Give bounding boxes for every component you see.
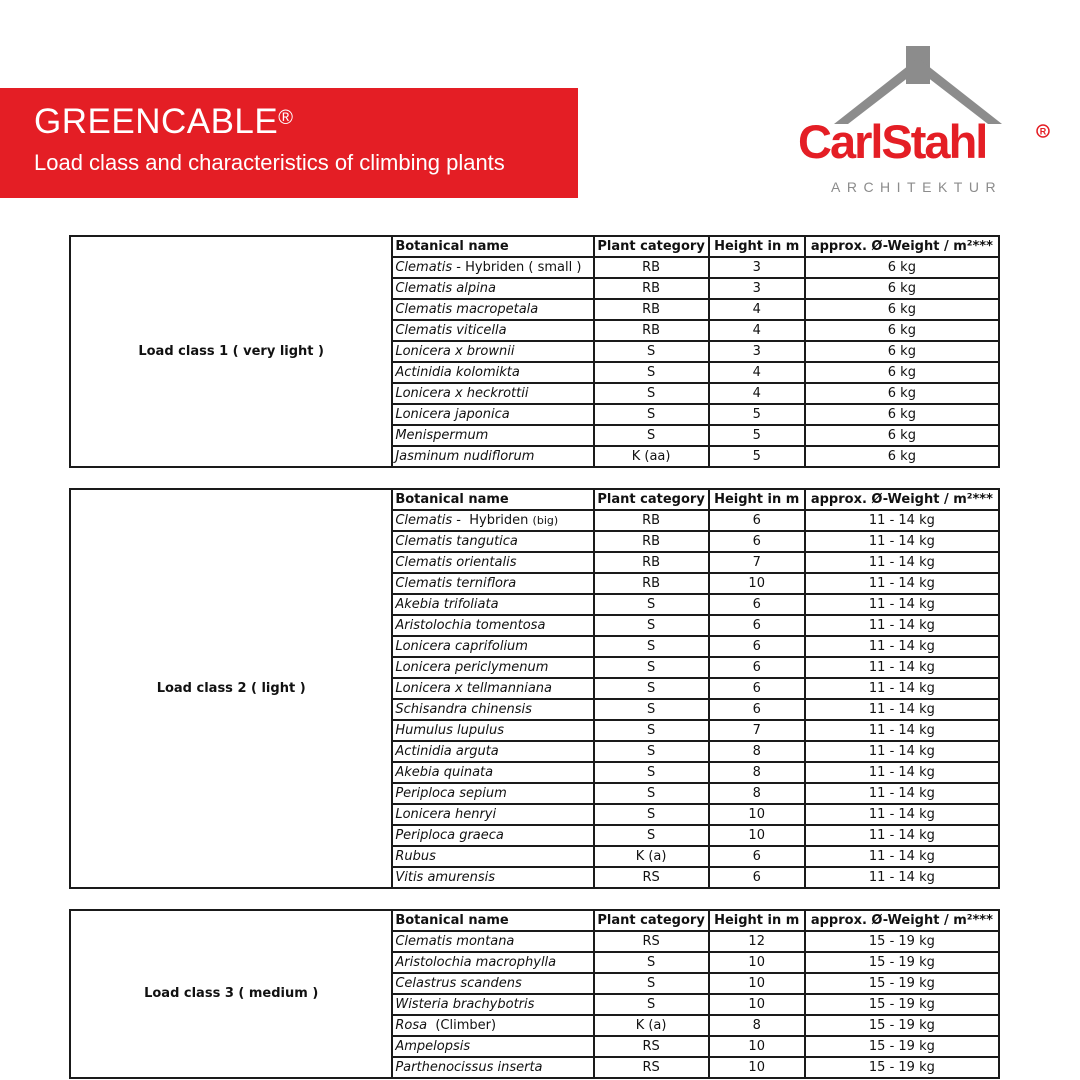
height-cell: 8	[709, 741, 805, 762]
height-cell: 6	[709, 699, 805, 720]
load-class-table	[69, 235, 1000, 468]
height-cell: 10	[709, 952, 805, 973]
table-header-row	[70, 489, 999, 510]
plant-category-cell: S	[594, 741, 709, 762]
weight-cell: 15 - 19 kg	[805, 1057, 999, 1078]
logo-brand: CarlStahl	[798, 115, 987, 168]
height-cell: 6	[709, 636, 805, 657]
height-cell: 6	[709, 846, 805, 867]
weight-cell: 6 kg	[805, 257, 999, 278]
botanical-name-cell	[392, 994, 593, 1015]
botanical-name: Lonicera x heckrottii	[395, 385, 529, 401]
botanical-name-cell	[392, 446, 593, 467]
height-cell: 6	[709, 678, 805, 699]
plant-category-cell: S	[594, 383, 709, 404]
weight-cell: 11 - 14 kg	[805, 699, 999, 720]
botanical-name: Lonicera periclymenum	[395, 659, 549, 675]
botanical-name-cell	[392, 257, 593, 278]
height-cell: 10	[709, 973, 805, 994]
height-header: Height in m	[709, 910, 805, 931]
botanical-name: Schisandra chinensis	[395, 701, 532, 717]
height-cell: 6	[709, 594, 805, 615]
plant-category-cell: S	[594, 657, 709, 678]
weight-cell: 6 kg	[805, 404, 999, 425]
plant-category-cell: S	[594, 973, 709, 994]
botanical-name-cell	[392, 867, 593, 888]
page-subtitle: Load class and characteristics of climbing plants	[34, 150, 505, 175]
weight-cell: 15 - 19 kg	[805, 931, 999, 952]
botanical-name: Lonicera x tellmanniana	[395, 680, 553, 696]
weight-cell: 15 - 19 kg	[805, 973, 999, 994]
botanical-name: Lonicera x brownii	[395, 343, 515, 359]
weight-cell: 11 - 14 kg	[805, 657, 999, 678]
plant-category-cell: S	[594, 636, 709, 657]
page-title: GREENCABLE®	[34, 102, 294, 141]
weight-cell: 11 - 14 kg	[805, 783, 999, 804]
height-cell: 6	[709, 615, 805, 636]
plant-category-cell: S	[594, 678, 709, 699]
botanical-name-cell	[392, 1036, 593, 1057]
botanical-name: Clematis montana	[395, 933, 515, 949]
weight-cell: 15 - 19 kg	[805, 1036, 999, 1057]
weight-cell: 11 - 14 kg	[805, 636, 999, 657]
table-header-row	[70, 910, 999, 931]
botanical-name-cell	[392, 741, 593, 762]
botanical-name-cell	[392, 952, 593, 973]
botanical-name: Periploca graeca	[395, 827, 504, 843]
botanical-name: Clematis terniflora	[395, 575, 517, 591]
height-cell: 4	[709, 320, 805, 341]
weight-cell: 11 - 14 kg	[805, 615, 999, 636]
botanical-name: Jasminum nudiflorum	[395, 448, 535, 464]
height-cell: 8	[709, 783, 805, 804]
botanical-name: Lonicera caprifolium	[395, 638, 528, 654]
plant-category-cell: RB	[594, 531, 709, 552]
weight-cell: 11 - 14 kg	[805, 804, 999, 825]
height-cell: 5	[709, 425, 805, 446]
height-cell: 4	[709, 299, 805, 320]
weight-cell: 11 - 14 kg	[805, 552, 999, 573]
botanical-name-cell	[392, 425, 593, 446]
plant-category-cell: RS	[594, 1057, 709, 1078]
plant-category-cell: K (aa)	[594, 446, 709, 467]
height-cell: 10	[709, 1057, 805, 1078]
height-cell: 7	[709, 552, 805, 573]
plant-category-cell: RB	[594, 510, 709, 531]
plant-category-cell: RB	[594, 257, 709, 278]
plant-category-cell: S	[594, 762, 709, 783]
logo-tagline: ARCHITEKTUR	[831, 179, 1003, 195]
botanical-name-header: Botanical name	[392, 489, 593, 510]
botanical-name-header: Botanical name	[392, 910, 593, 931]
botanical-name-cell	[392, 678, 593, 699]
load-class-label: Load class 2 ( light )	[70, 489, 392, 888]
botanical-name-cell	[392, 636, 593, 657]
botanical-name: Menispermum	[395, 427, 489, 443]
plant-category-cell: S	[594, 783, 709, 804]
botanical-name-cell	[392, 531, 593, 552]
botanical-name-size-note: (big)	[532, 513, 559, 527]
weight-cell: 6 kg	[805, 362, 999, 383]
botanical-name-cell	[392, 404, 593, 425]
botanical-name-cell	[392, 1057, 593, 1078]
weight-cell: 6 kg	[805, 299, 999, 320]
botanical-name: Wisteria brachybotris	[395, 996, 535, 1012]
botanical-name: Clematis macropetala	[395, 301, 539, 317]
plant-category-cell: S	[594, 720, 709, 741]
registered-mark: ®	[278, 107, 294, 129]
weight-header: approx. Ø-Weight / m²***	[805, 910, 999, 931]
weight-cell: 11 - 14 kg	[805, 720, 999, 741]
botanical-name-cell	[392, 762, 593, 783]
height-cell: 10	[709, 573, 805, 594]
botanical-name-cell	[392, 720, 593, 741]
botanical-name-cell	[392, 783, 593, 804]
botanical-name-cell	[392, 278, 593, 299]
botanical-name: Aristolochia macrophylla	[395, 954, 557, 970]
botanical-name-suffix: (Climber)	[427, 1017, 497, 1033]
plant-category-cell: RB	[594, 573, 709, 594]
botanical-name-cell	[392, 552, 593, 573]
plant-category-cell: S	[594, 615, 709, 636]
height-cell: 10	[709, 804, 805, 825]
height-cell: 3	[709, 257, 805, 278]
height-cell: 10	[709, 994, 805, 1015]
plant-category-cell: S	[594, 425, 709, 446]
height-cell: 4	[709, 362, 805, 383]
botanical-name-cell	[392, 510, 593, 531]
weight-cell: 6 kg	[805, 320, 999, 341]
height-header: Height in m	[709, 489, 805, 510]
height-cell: 10	[709, 1036, 805, 1057]
plant-category-cell: K (a)	[594, 846, 709, 867]
botanical-name: Akebia trifoliata	[395, 596, 499, 612]
weight-cell: 6 kg	[805, 341, 999, 362]
weight-header: approx. Ø-Weight / m²***	[805, 489, 999, 510]
botanical-name-cell	[392, 699, 593, 720]
height-cell: 8	[709, 762, 805, 783]
weight-cell: 11 - 14 kg	[805, 510, 999, 531]
botanical-name-cell	[392, 615, 593, 636]
height-cell: 3	[709, 278, 805, 299]
plant-category-cell: RB	[594, 320, 709, 341]
load-class-label: Load class 1 ( very light )	[70, 236, 392, 467]
plant-category-cell: RB	[594, 278, 709, 299]
botanical-name: Clematis orientalis	[395, 554, 517, 570]
botanical-name: Lonicera henryi	[395, 806, 497, 822]
weight-cell: 6 kg	[805, 425, 999, 446]
botanical-name: Clematis alpina	[395, 280, 496, 296]
botanical-name: Vitis amurensis	[395, 869, 496, 885]
botanical-name: Celastrus scandens	[395, 975, 522, 991]
plant-category-cell: S	[594, 699, 709, 720]
load-class-label: Load class 3 ( medium )	[70, 910, 392, 1078]
plant-category-cell: S	[594, 825, 709, 846]
botanical-name: Akebia quinata	[395, 764, 494, 780]
botanical-name: Clematis tangutica	[395, 533, 518, 549]
height-header: Height in m	[709, 236, 805, 257]
botanical-name-cell	[392, 1015, 593, 1036]
botanical-name-cell	[392, 931, 593, 952]
weight-cell: 11 - 14 kg	[805, 846, 999, 867]
botanical-name: Actinidia kolomikta	[395, 364, 520, 380]
botanical-name-cell	[392, 341, 593, 362]
plant-category-header: Plant category	[594, 910, 709, 931]
plant-category-cell: RB	[594, 299, 709, 320]
botanical-name-cell	[392, 804, 593, 825]
botanical-name-cell	[392, 320, 593, 341]
load-class-table	[69, 488, 1000, 889]
botanical-name: Rubus	[395, 848, 436, 864]
plant-category-cell: S	[594, 362, 709, 383]
botanical-name-suffix: - Hybriden	[452, 512, 533, 528]
carl-stahl-logo	[790, 40, 1060, 200]
botanical-name-cell	[392, 362, 593, 383]
table-header-row	[70, 236, 999, 257]
plant-category-cell: S	[594, 341, 709, 362]
plant-category-cell: RS	[594, 867, 709, 888]
botanical-name-suffix: - Hybriden ( small )	[452, 259, 582, 275]
weight-cell: 11 - 14 kg	[805, 573, 999, 594]
botanical-name-cell	[392, 383, 593, 404]
botanical-name: Lonicera japonica	[395, 406, 510, 422]
height-cell: 7	[709, 720, 805, 741]
load-class-table	[69, 909, 1000, 1079]
plant-category-header: Plant category	[594, 489, 709, 510]
weight-cell: 15 - 19 kg	[805, 1015, 999, 1036]
botanical-name: Clematis viticella	[395, 322, 507, 338]
botanical-name-cell	[392, 594, 593, 615]
weight-cell: 6 kg	[805, 446, 999, 467]
plant-category-header: Plant category	[594, 236, 709, 257]
plant-category-cell: S	[594, 804, 709, 825]
weight-cell: 11 - 14 kg	[805, 594, 999, 615]
plant-category-cell: S	[594, 994, 709, 1015]
weight-cell: 11 - 14 kg	[805, 678, 999, 699]
height-cell: 4	[709, 383, 805, 404]
botanical-name: Ampelopsis	[395, 1038, 471, 1054]
height-cell: 6	[709, 510, 805, 531]
plant-category-cell: S	[594, 594, 709, 615]
plant-category-cell: S	[594, 952, 709, 973]
botanical-name-header: Botanical name	[392, 236, 593, 257]
botanical-name-cell	[392, 825, 593, 846]
height-cell: 6	[709, 657, 805, 678]
plant-category-cell: RS	[594, 931, 709, 952]
weight-cell: 15 - 19 kg	[805, 994, 999, 1015]
weight-header: approx. Ø-Weight / m²***	[805, 236, 999, 257]
weight-cell: 11 - 14 kg	[805, 762, 999, 783]
height-cell: 10	[709, 825, 805, 846]
height-cell: 8	[709, 1015, 805, 1036]
plant-category-cell: RS	[594, 1036, 709, 1057]
logo-registered-mark: R	[1039, 126, 1047, 137]
botanical-name: Actinidia arguta	[395, 743, 499, 759]
plant-category-cell: S	[594, 404, 709, 425]
weight-cell: 11 - 14 kg	[805, 825, 999, 846]
botanical-name-cell	[392, 573, 593, 594]
height-cell: 6	[709, 867, 805, 888]
height-cell: 5	[709, 404, 805, 425]
plant-category-cell: K (a)	[594, 1015, 709, 1036]
weight-cell: 6 kg	[805, 278, 999, 299]
weight-cell: 11 - 14 kg	[805, 867, 999, 888]
weight-cell: 6 kg	[805, 383, 999, 404]
botanical-name-cell	[392, 973, 593, 994]
botanical-name: Clematis	[395, 512, 453, 528]
botanical-name-cell	[392, 657, 593, 678]
botanical-name: Rosa	[395, 1017, 428, 1033]
plant-category-cell: RB	[594, 552, 709, 573]
botanical-name: Aristolochia tomentosa	[395, 617, 546, 633]
weight-cell: 11 - 14 kg	[805, 741, 999, 762]
height-cell: 6	[709, 531, 805, 552]
botanical-name: Periploca sepium	[395, 785, 507, 801]
botanical-name: Humulus lupulus	[395, 722, 504, 738]
botanical-name: Parthenocissus inserta	[395, 1059, 543, 1075]
height-cell: 3	[709, 341, 805, 362]
weight-cell: 11 - 14 kg	[805, 531, 999, 552]
header-banner	[0, 88, 578, 198]
botanical-name-cell	[392, 299, 593, 320]
roof-icon	[834, 46, 1002, 124]
botanical-name-cell	[392, 846, 593, 867]
weight-cell: 15 - 19 kg	[805, 952, 999, 973]
height-cell: 5	[709, 446, 805, 467]
height-cell: 12	[709, 931, 805, 952]
botanical-name: Clematis	[395, 259, 453, 275]
